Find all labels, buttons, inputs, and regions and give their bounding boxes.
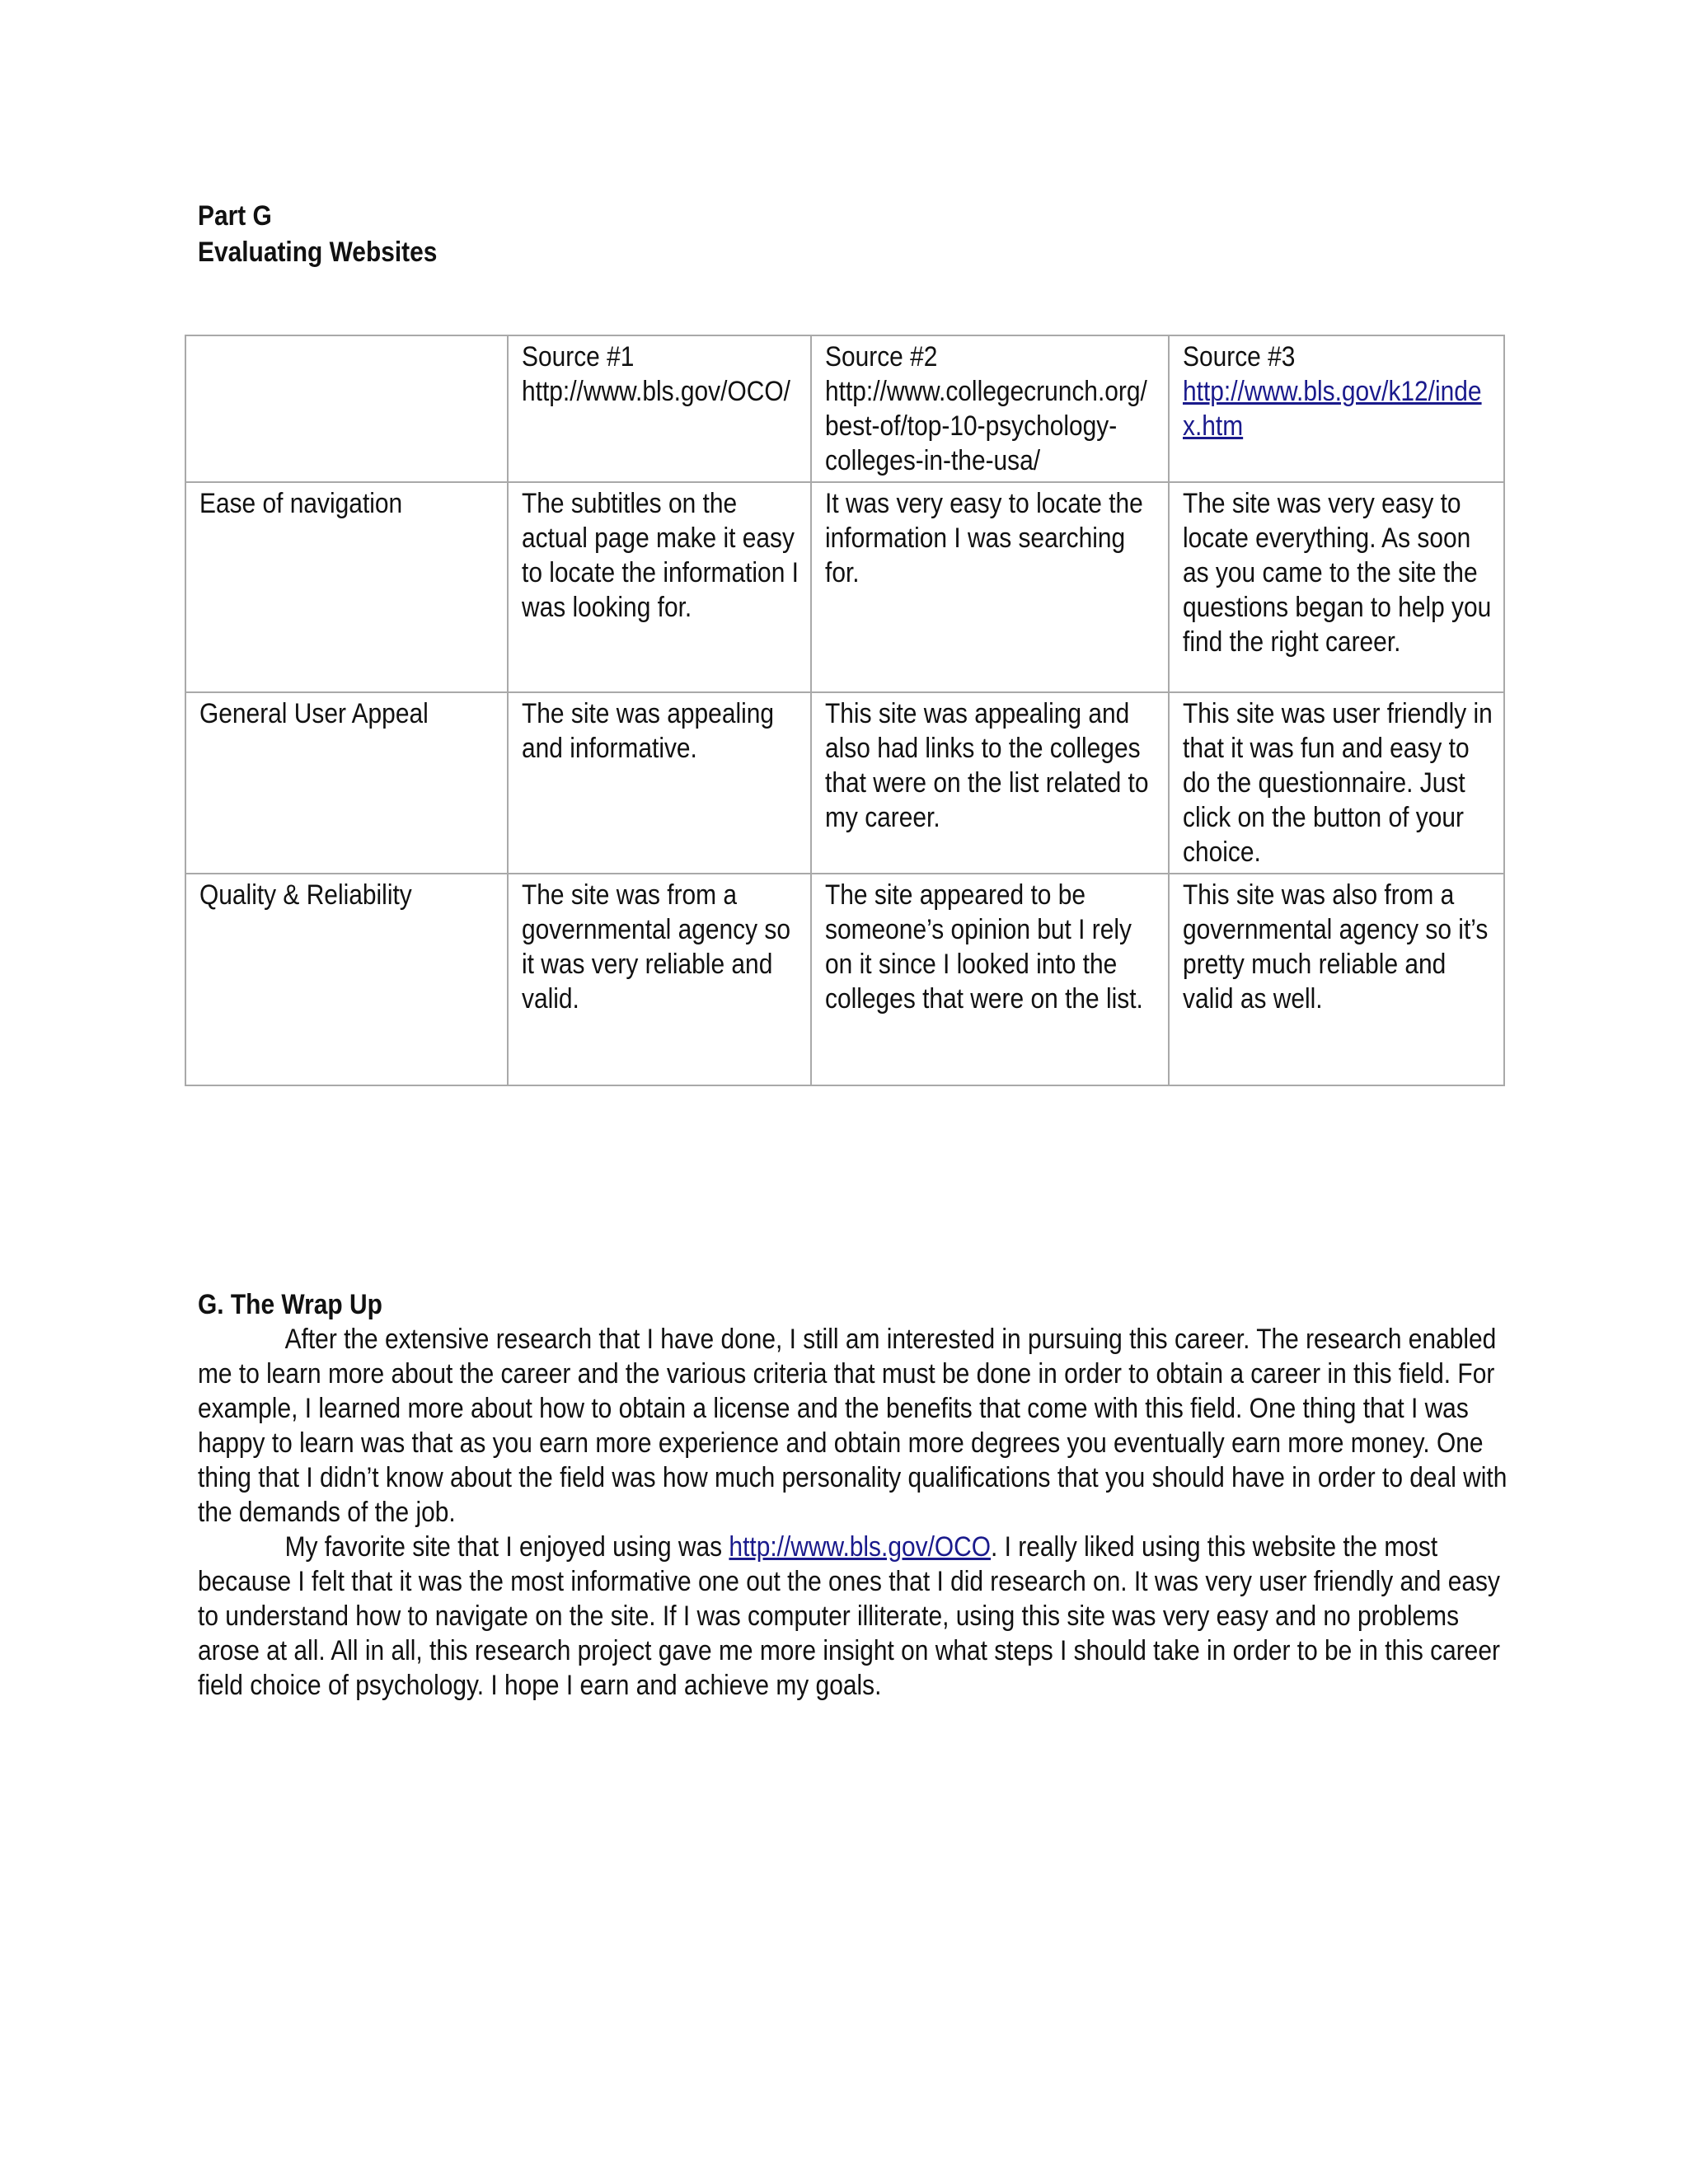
wrap-up-title: G. The Wrap Up: [198, 1289, 382, 1320]
table-cell: [508, 482, 811, 692]
paragraph-2-text-end: . I really liked using this website the most because I felt that it was the most informative one out the ones that I did research on. It was very user friendly and easy to understand how to navigate on the site. If I was computer illiterate, using this site was very easy and no problems arose at all. All in all, this research project gave me more insight on what steps I should take in order to be in this career field choice of psychology. I hope I earn and achieve my goals.: [198, 1531, 1500, 1701]
table-header-row: [185, 335, 1504, 482]
favorite-site-link[interactable]: http://www.bls.gov/OCO: [729, 1531, 992, 1563]
table-cell: [508, 692, 811, 874]
table-cell: [1169, 874, 1504, 1085]
criterion-cell: [185, 692, 508, 874]
cell-text: This site was user friendly in that it was fun and easy to do the questionnaire. Just click on the button of your choice.: [1183, 698, 1493, 868]
source-1-label: Source #1: [522, 341, 635, 373]
wrap-up-paragraph-1: After the extensive research that I have done, I still am interested in pursuing this career. The research enabled me to learn more about the career and the various criteria that must be done in order to obtain a career in this field. For example, I learned more about how to obtain a license and the benefits that come with this field. One thing that I was happy to learn was that as you earn more experience and obtain more degrees you eventually earn more money. One thing that I didn’t know about the field was how much personality qualifications that you should have in order to deal with the demands of the job.: [198, 1324, 1507, 1528]
heading-block: [198, 198, 437, 270]
table-cell: [508, 874, 811, 1085]
table-row: [185, 874, 1504, 1085]
source-2-url: http://www.collegecrunch.org/ best-of/top-10-psychology- colleges-in-the-usa/: [825, 376, 1147, 476]
table-cell: [811, 874, 1169, 1085]
source-3-header: [1169, 335, 1504, 482]
criterion-cell: [185, 482, 508, 692]
criterion-label: Ease of navigation: [199, 488, 403, 519]
part-label: Part G: [198, 200, 272, 232]
table-corner-cell: [185, 335, 508, 482]
table-cell: [1169, 482, 1504, 692]
criterion-label: Quality & Reliability: [199, 879, 412, 911]
table-cell: [1169, 692, 1504, 874]
paragraph-2-text-start: My favorite site that I enjoyed using was: [284, 1531, 729, 1563]
cell-text: It was very easy to locate the information I was searching for.: [825, 488, 1143, 588]
cell-text: This site was also from a governmental agency so it’s pretty much reliable and valid as well.: [1183, 879, 1489, 1015]
cell-text: The site was very easy to locate everything. As soon as you came to the site the questions began to help you find the right career.: [1183, 488, 1492, 658]
source-1-header: [508, 335, 811, 482]
cell-text: The subtitles on the actual page make it easy to locate the information I was looking for.: [522, 488, 799, 623]
table-cell: [811, 692, 1169, 874]
source-2-label: Source #2: [825, 341, 938, 373]
cell-text: The site was appealing and informative.: [522, 698, 775, 764]
evaluation-table: [185, 335, 1505, 1086]
source-2-header: [811, 335, 1169, 482]
source-1-url: http://www.bls.gov/OCO/: [522, 376, 790, 407]
source-3-label: Source #3: [1183, 341, 1296, 373]
cell-text: The site appeared to be someone’s opinion but I rely on it since I looked into the colleges that were on the list.: [825, 879, 1143, 1015]
table-row: [185, 482, 1504, 692]
wrap-up-paragraph-2: [198, 1530, 1511, 1703]
criterion-label: General User Appeal: [199, 698, 429, 729]
source-3-link[interactable]: http://www.bls.gov/k12/inde x.htm: [1183, 376, 1482, 442]
criterion-cell: [185, 874, 508, 1085]
page-title: Evaluating Websites: [198, 237, 438, 268]
cell-text: The site was from a governmental agency so it was very reliable and valid.: [522, 879, 790, 1015]
wrap-up-section: [198, 1287, 1511, 1703]
table-row: [185, 692, 1504, 874]
table-cell: [811, 482, 1169, 692]
cell-text: This site was appealing and also had links to the colleges that were on the list related to my career.: [825, 698, 1149, 833]
